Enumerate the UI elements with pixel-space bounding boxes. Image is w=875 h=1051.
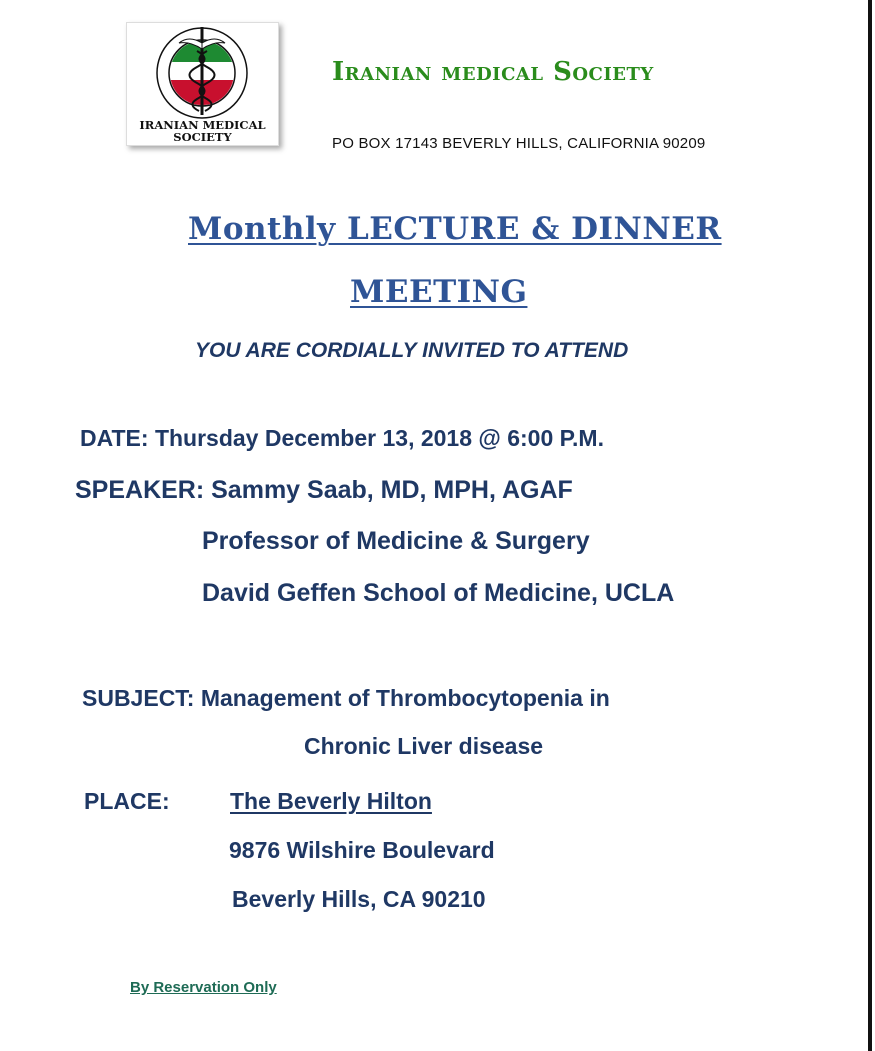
subject-line2: Chronic Liver disease [304, 733, 544, 759]
society-logo [126, 22, 279, 146]
subject-line1: SUBJECT: Management of Thrombocytopenia in [82, 685, 610, 711]
society-name: Iranian medical Society [332, 57, 654, 87]
meeting-title-line2: MEETING [350, 274, 528, 310]
place-address-line2: Beverly Hills, CA 90210 [232, 886, 486, 912]
logo-name-line2: SOCIETY [173, 130, 232, 144]
logo-name-line1: IRANIAN MEDICAL [139, 118, 266, 132]
place-label: PLACE: [84, 788, 170, 814]
speaker-title: Professor of Medicine & Surgery [202, 527, 590, 555]
place-name-link[interactable]: The Beverly Hilton [230, 788, 432, 814]
place-address-line1: 9876 Wilshire Boulevard [229, 837, 495, 863]
event-date: DATE: Thursday December 13, 2018 @ 6:00 P.M. [80, 425, 604, 451]
page-right-border [868, 0, 872, 1051]
invitation-text: YOU ARE CORDIALLY INVITED TO ATTEND [195, 339, 629, 362]
society-address: PO BOX 17143 BEVERLY HILLS, CALIFORNIA 90209 [332, 135, 706, 152]
speaker-name: SPEAKER: Sammy Saab, MD, MPH, AGAF [75, 476, 573, 504]
speaker-affiliation: David Geffen School of Medicine, UCLA [202, 579, 675, 607]
caduceus-emblem-icon [127, 23, 278, 123]
reservation-link[interactable]: By Reservation Only [130, 979, 277, 996]
meeting-title-line1: Monthly LECTURE & DINNER [188, 211, 722, 247]
